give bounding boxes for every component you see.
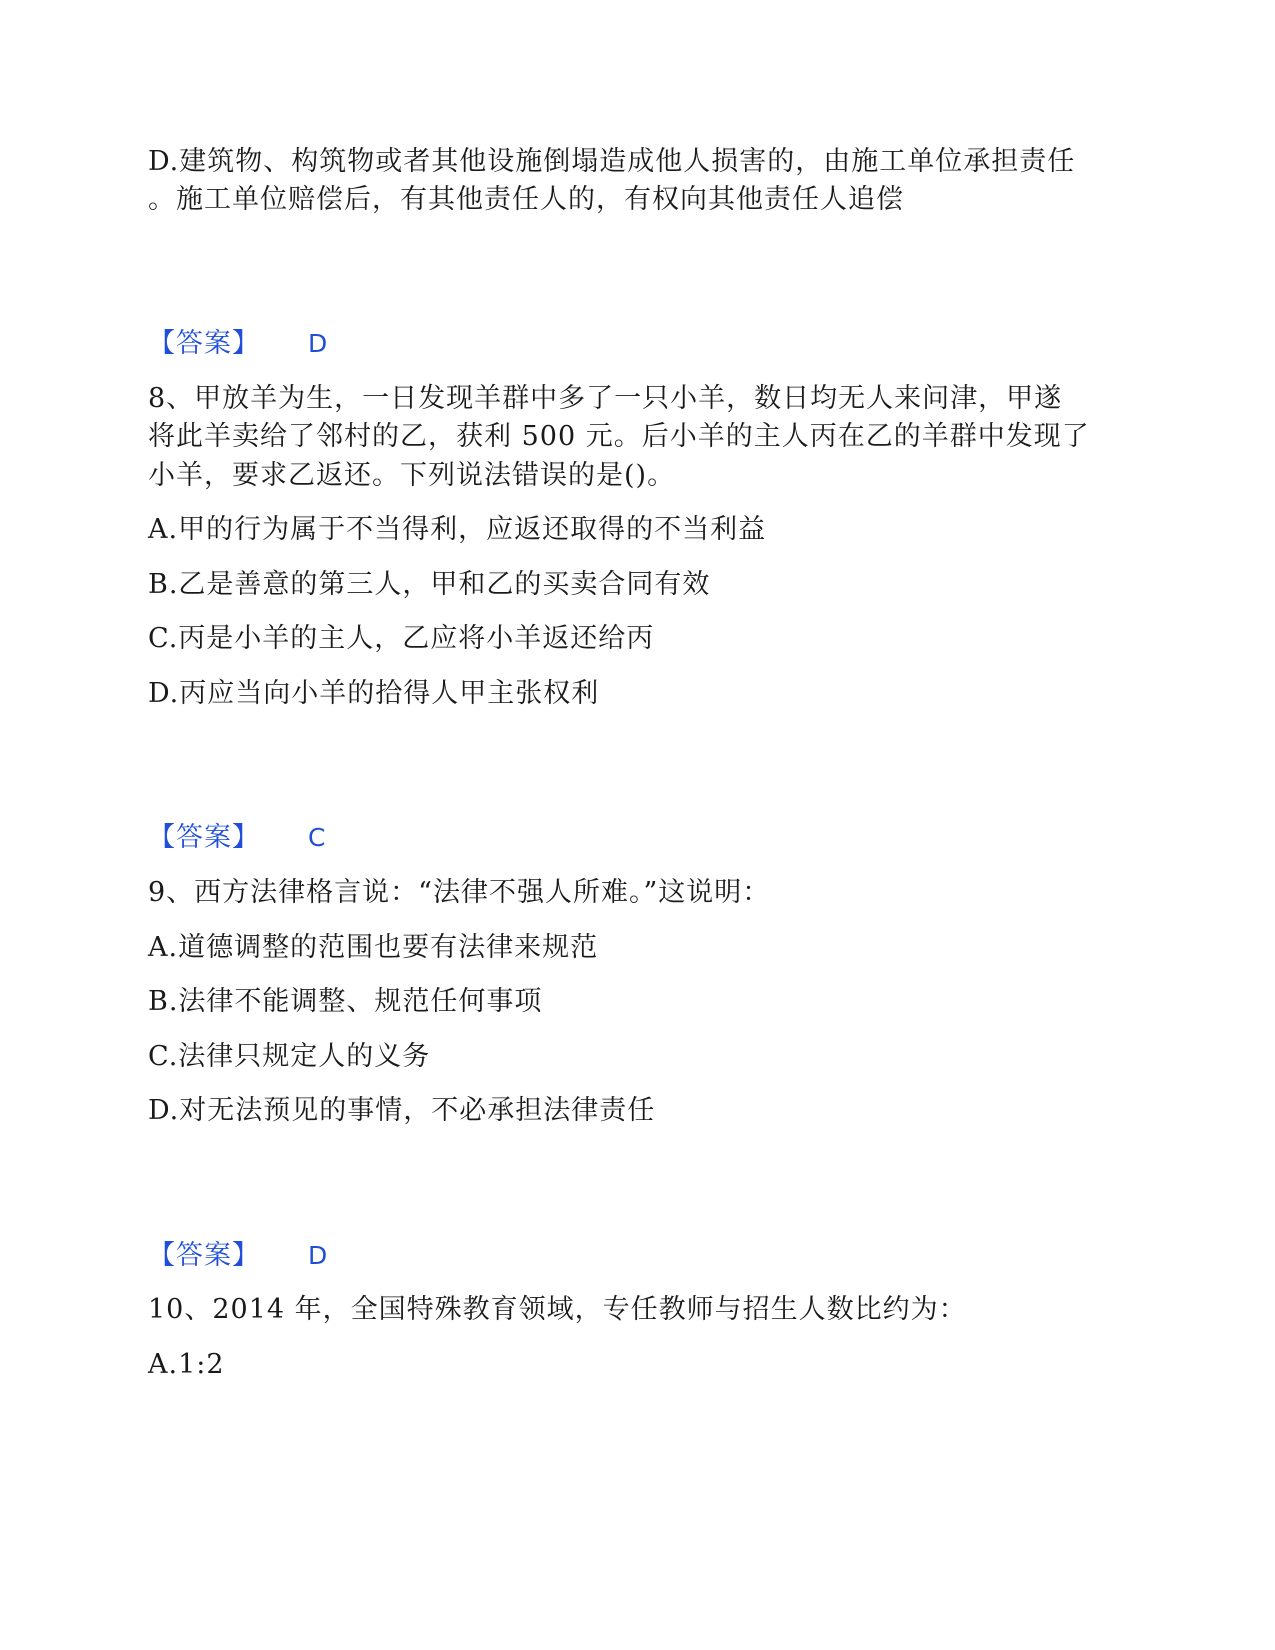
question-7-option-d-line-1: D.建筑物、构筑物或者其他设施倒塌造成他人损害的，由施工单位承担责任 — [148, 146, 1076, 177]
question-10-stem: 10、2014 年，全国特殊教育领域，专任教师与招生人数比约为： — [148, 1294, 967, 1325]
question-7-answer — [148, 326, 327, 362]
answer-label: 【答案】 — [148, 328, 260, 359]
question-8-option-c: C.丙是小羊的主人，乙应将小羊返还给丙 — [148, 623, 655, 654]
question-9-option-d: D.对无法预见的事情，不必承担法律责任 — [148, 1095, 656, 1126]
question-9-option-b: B.法律不能调整、规范任何事项 — [148, 986, 543, 1017]
question-8-stem-line-3: 小羊，要求乙返还。下列说法错误的是()。 — [148, 460, 676, 491]
question-8-option-d: D.丙应当向小羊的拾得人甲主张权利 — [148, 678, 600, 709]
question-9-option-c: C.法律只规定人的义务 — [148, 1041, 431, 1072]
answer-value: D — [308, 1241, 328, 1270]
question-7-option-d-line-2: 。施工单位赔偿后，有其他责任人的，有权向其他责任人追偿 — [148, 184, 904, 215]
question-8-option-b: B.乙是善意的第三人，甲和乙的买卖合同有效 — [148, 569, 711, 600]
answer-value: C — [308, 823, 326, 852]
question-9-answer — [148, 1238, 327, 1274]
answer-value: D — [308, 329, 328, 358]
question-9-option-a: A.道德调整的范围也要有法律来规范 — [148, 932, 599, 963]
question-8-stem-line-2: 将此羊卖给了邻村的乙，获利 500 元。后小羊的主人丙在乙的羊群中发现了 — [148, 421, 1090, 452]
question-9-stem: 9、西方法律格言说：“法律不强人所难。”这说明： — [148, 877, 771, 908]
question-8-answer — [148, 820, 325, 856]
answer-label: 【答案】 — [148, 822, 260, 853]
answer-label: 【答案】 — [148, 1240, 260, 1271]
question-8-option-a: A.甲的行为属于不当得利，应返还取得的不当利益 — [148, 514, 767, 545]
question-10-option-a: A.1:2 — [148, 1349, 225, 1380]
question-8-stem-line-1: 8、甲放羊为生，一日发现羊群中多了一只小羊，数日均无人来问津，甲遂 — [148, 383, 1063, 414]
